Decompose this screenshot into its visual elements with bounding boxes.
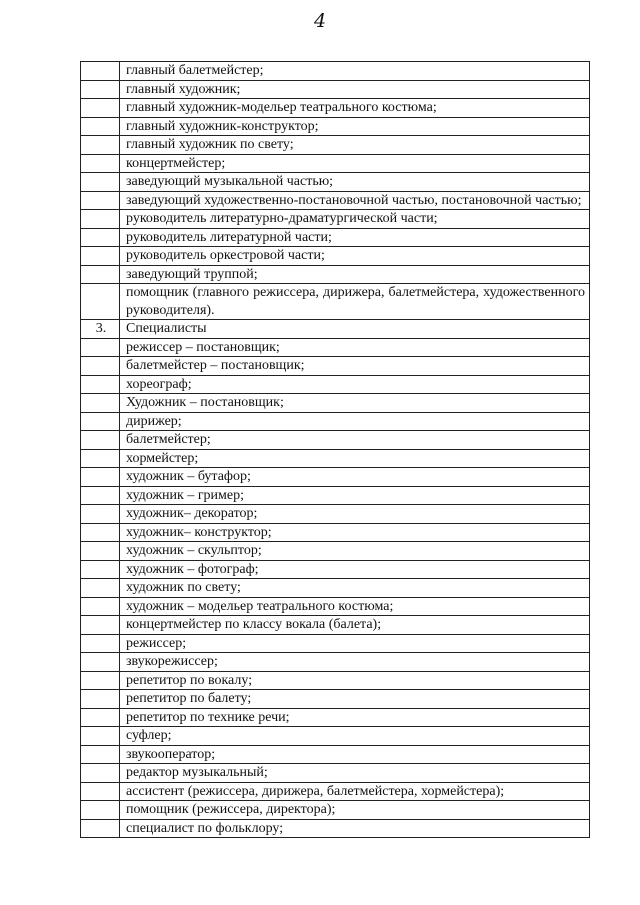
table-row [81, 523, 590, 542]
position-title-cell: хормейстер; [120, 449, 590, 468]
table-row [81, 449, 590, 468]
row-number-cell [81, 210, 120, 229]
table-row [81, 117, 590, 136]
position-title-cell: балетмейстер – постановщик; [120, 357, 590, 376]
row-number-cell [81, 523, 120, 542]
position-title-cell: художник – фотограф; [120, 560, 590, 579]
table-row [81, 191, 590, 210]
row-number-cell [81, 99, 120, 118]
table-row [81, 542, 590, 561]
row-number-cell [81, 782, 120, 801]
position-title-cell: репетитор по технике речи; [120, 708, 590, 727]
row-number-cell [81, 431, 120, 450]
table-row [81, 284, 590, 320]
position-title-cell: Художник – постановщик; [120, 394, 590, 413]
row-number-cell [81, 579, 120, 598]
row-number-cell [81, 486, 120, 505]
position-title-cell: режиссер – постановщик; [120, 338, 590, 357]
position-title-cell: Специалисты [120, 320, 590, 339]
row-number-cell [81, 247, 120, 266]
position-title-cell: хореограф; [120, 375, 590, 394]
row-number-cell [81, 801, 120, 820]
row-number-cell [81, 375, 120, 394]
row-number-cell [81, 357, 120, 376]
position-title-cell: руководитель литературно-драматургической части; [120, 210, 590, 229]
row-number-cell [81, 338, 120, 357]
table-row [81, 486, 590, 505]
table-row [81, 616, 590, 635]
row-number-cell [81, 80, 120, 99]
table-row [81, 375, 590, 394]
position-title-cell: режиссер; [120, 634, 590, 653]
position-title-cell: заведующий художественно-постановочной частью, постановочной частью; [120, 191, 590, 210]
row-number-cell [81, 173, 120, 192]
table-row [81, 247, 590, 266]
position-title-cell: балетмейстер; [120, 431, 590, 450]
position-title-cell: главный художник; [120, 80, 590, 99]
table-row [81, 560, 590, 579]
position-title-cell: репетитор по балету; [120, 690, 590, 709]
table-row [81, 653, 590, 672]
row-number-cell [81, 542, 120, 561]
row-number-cell [81, 560, 120, 579]
position-title-cell: ассистент (режиссера, дирижера, балетмейстера, хормейстера); [120, 782, 590, 801]
position-title-cell: главный художник-модельер театрального костюма; [120, 99, 590, 118]
positions-table-body [81, 62, 590, 838]
table-row [81, 782, 590, 801]
row-number-cell [81, 708, 120, 727]
table-row [81, 173, 590, 192]
row-number-cell [81, 136, 120, 155]
row-number-cell [81, 394, 120, 413]
position-title-cell: концертмейстер по классу вокала (балета); [120, 616, 590, 635]
position-title-cell: звукорежиссер; [120, 653, 590, 672]
table-row [81, 634, 590, 653]
table-row [81, 431, 590, 450]
position-title-cell: дирижер; [120, 412, 590, 431]
position-title-cell: главный балетмейстер; [120, 62, 590, 81]
table-row [81, 671, 590, 690]
row-number-cell [81, 727, 120, 746]
position-title-cell: руководитель литературной части; [120, 228, 590, 247]
position-title-cell: заведующий труппой; [120, 265, 590, 284]
table-row [81, 412, 590, 431]
position-title-cell: художник – скульптор; [120, 542, 590, 561]
position-title-cell: помощник (главного режиссера, дирижера, балетмейстера, художественного руководителя). [120, 284, 590, 320]
position-title-cell: звукооператор; [120, 745, 590, 764]
table-row [81, 579, 590, 598]
table-row [81, 62, 590, 81]
row-number-cell [81, 62, 120, 81]
table-row [81, 690, 590, 709]
position-title-cell: заведующий музыкальной частью; [120, 173, 590, 192]
table-row [81, 468, 590, 487]
row-number-cell [81, 228, 120, 247]
position-title-cell: художник – бутафор; [120, 468, 590, 487]
row-number-cell [81, 764, 120, 783]
position-title-cell: репетитор по вокалу; [120, 671, 590, 690]
table-row [81, 320, 590, 339]
row-number-cell [81, 671, 120, 690]
position-title-cell: художник– декоратор; [120, 505, 590, 524]
table-row [81, 210, 590, 229]
position-title-cell: главный художник по свету; [120, 136, 590, 155]
positions-table [80, 61, 590, 838]
row-number-cell: 3. [81, 320, 120, 339]
row-number-cell [81, 191, 120, 210]
position-title-cell: главный художник-конструктор; [120, 117, 590, 136]
table-row [81, 708, 590, 727]
table-row [81, 338, 590, 357]
table-row [81, 228, 590, 247]
position-title-cell: художник по свету; [120, 579, 590, 598]
table-row [81, 819, 590, 838]
row-number-cell [81, 597, 120, 616]
row-number-cell [81, 449, 120, 468]
row-number-cell [81, 634, 120, 653]
row-number-cell [81, 745, 120, 764]
position-title-cell: художник – гример; [120, 486, 590, 505]
position-title-cell: художник– конструктор; [120, 523, 590, 542]
page-number: 4 [313, 10, 327, 32]
table-row [81, 394, 590, 413]
row-number-cell [81, 412, 120, 431]
position-title-cell: редактор музыкальный; [120, 764, 590, 783]
table-row [81, 357, 590, 376]
row-number-cell [81, 284, 120, 320]
table-row [81, 154, 590, 173]
table-row [81, 136, 590, 155]
row-number-cell [81, 616, 120, 635]
position-title-cell: концертмейстер; [120, 154, 590, 173]
table-row [81, 745, 590, 764]
row-number-cell [81, 690, 120, 709]
table-row [81, 727, 590, 746]
row-number-cell [81, 154, 120, 173]
position-title-cell: художник – модельер театрального костюма; [120, 597, 590, 616]
position-title-cell: суфлер; [120, 727, 590, 746]
position-title-cell: помощник (режиссера, директора); [120, 801, 590, 820]
row-number-cell [81, 117, 120, 136]
table-row [81, 764, 590, 783]
table-row [81, 801, 590, 820]
row-number-cell [81, 468, 120, 487]
table-row [81, 597, 590, 616]
table-row [81, 265, 590, 284]
position-title-cell: руководитель оркестровой части; [120, 247, 590, 266]
table-row [81, 505, 590, 524]
table-row [81, 80, 590, 99]
row-number-cell [81, 265, 120, 284]
row-number-cell [81, 819, 120, 838]
position-title-cell: специалист по фольклору; [120, 819, 590, 838]
row-number-cell [81, 505, 120, 524]
row-number-cell [81, 653, 120, 672]
table-row [81, 99, 590, 118]
